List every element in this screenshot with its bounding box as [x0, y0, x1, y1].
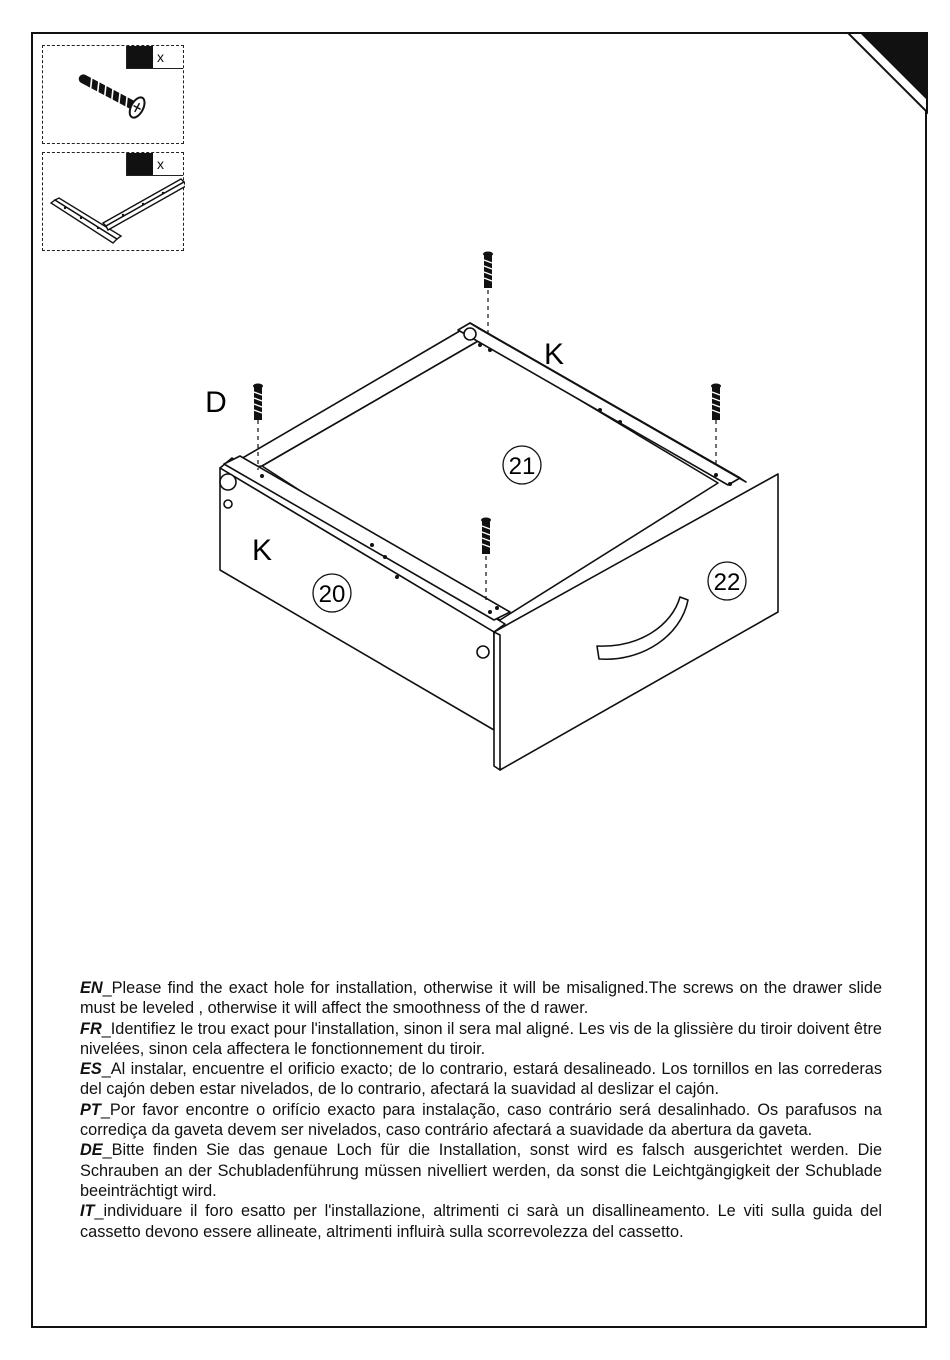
instruction-en: EN_Please find the exact hole for installation, otherwise it will be misaligned.The screws on the drawer slide must be leveled , otherwise it will affect the smoothness of the d rawer.: [80, 979, 882, 1018]
label-front-panel: 22: [713, 569, 741, 596]
label-rail-front: K: [251, 534, 273, 567]
instruction-de: DE_Bitte finden Sie das genaue Loch für die Installation, sonst wird es falsch ausgerichtet werden. Die Schrauben an der Schubladenführung müssen nivelliert werden, da sonst die Leichtgängigkeit der Schublade beeinträchtigt wird.: [80, 1141, 882, 1200]
instruction-es: ES_Al instalar, encuentre el orificio exacto; de lo contrario, estará desalineado. Los tornillos en las correderas del cajón deben estar nivelados, de lo contrario, afectará la suavidad al deslizar el cajón.: [80, 1060, 882, 1099]
label-bottom-panel: 21: [508, 453, 536, 480]
label-rail-back: K: [543, 338, 565, 371]
instruction-fr: FR_Identifiez le trou exact pour l'installation, sinon il sera mal aligné. Les vis de la glissière du tiroir doivent être nivelées, sinon cela affectera le fonctionnement du tiroir.: [80, 1019, 882, 1058]
instructions-block: [80, 978, 882, 1242]
label-side-panel: 20: [318, 581, 346, 608]
instruction-pt: PT_Por favor encontre o orifício exacto para instalação, caso contrário será desalinhado. Os parafusos na corrediça da gaveta devem ser nivelados, caso contrário afectará a suavidade da abertura da gaveta.: [80, 1100, 882, 1140]
quantity-marker: x: [157, 49, 164, 65]
label-screw: D: [205, 386, 227, 419]
instruction-it: IT_individuare il foro esatto per l'installazione, altrimenti ci sarà un disallineamento. Le viti sulla guida del cassetto devono essere allineate, altrimenti influirà sulla scorrevolezza del cassetto.: [80, 1202, 882, 1241]
quantity-marker: x: [157, 156, 164, 172]
